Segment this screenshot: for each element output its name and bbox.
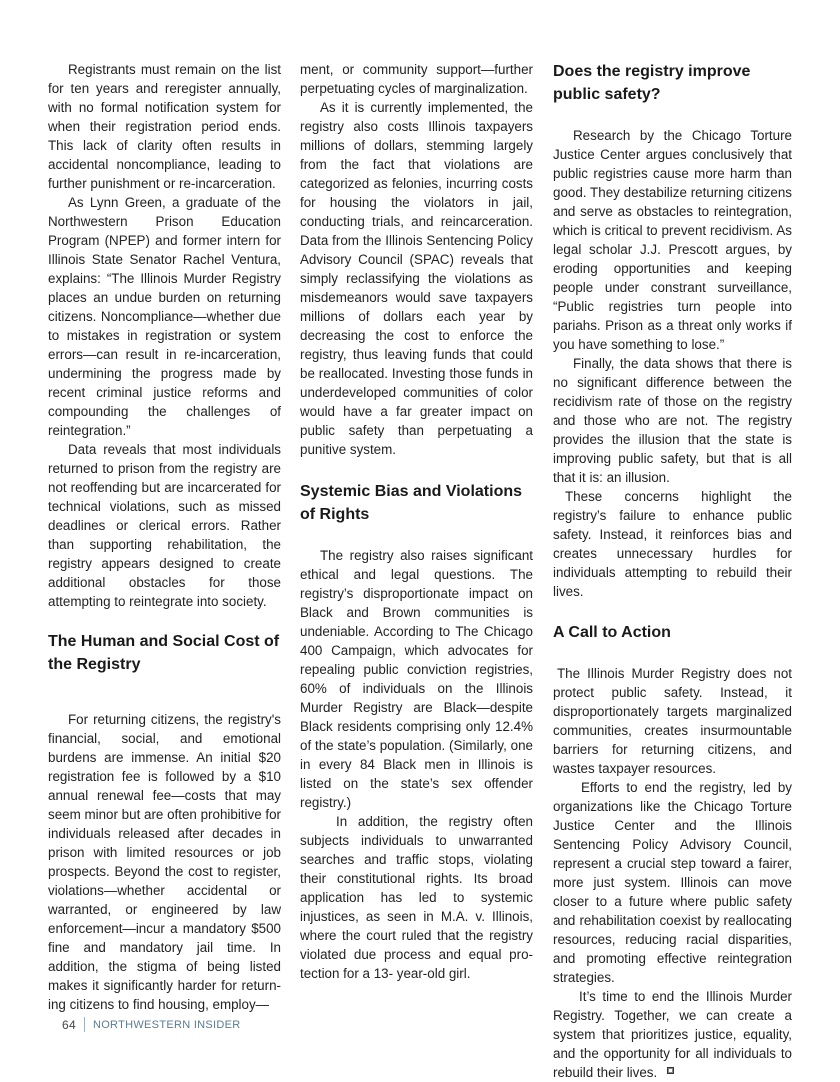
- page-footer: [62, 1017, 241, 1032]
- paragraph: These concerns highlight the registry’s failure to enhance public safety. Instead, it reinforces bias and creates unnecessary hurdles for individuals attempting to rebuild their lives.: [553, 489, 792, 599]
- paragraph: Research by the Chicago Torture Justice Center argues conclusively that public registries cause more harm than good. They destabilize returning citizens and serve as obstacles to reintegration, which is critical to prevent recidivism. As legal scholar J.J. Prescott argues, by eroding opportunities and keeping people under constrant surveillance, “Public registries turn people into pariahs. Prison as a threat only works if you have something to lose.”: [553, 128, 792, 352]
- footer-divider: [84, 1017, 85, 1032]
- article-column-2: [300, 60, 533, 983]
- section-heading: Systemic Bias and Violations of Rights: [300, 483, 523, 523]
- paragraph: The registry also raises significant ethical and legal questions. The registry’s disproportionate impact on Black and Brown communities is undeniable. According to The Chicago 400 Campaign, which advocates for repealing public conviction registries, 60% of individuals on the Illinois Murder Registry are Black—despite Black residents comprising only 12.4% of the state’s population. (Similarly, one in every 84 Black men in Illinois is listed on the state’s sex offender registry.): [300, 548, 533, 810]
- paragraph: Registrants must remain on the list for ten years and reregister annually, with no formal notification system for when their registration period ends. This lack of clarity often results in accidental noncompliance, leading to further punishment or re-incarceration.: [48, 62, 281, 191]
- paragraph: ment, or community support—further perpetuating cycles of marginalization.: [300, 62, 533, 96]
- paragraph: Data reveals that most individuals returned to prison from the registry are not reoffending but are incarcerated for technical violations, such as missed deadlines or clerical errors. Rather than supporting rehabilitation, the registry appears designed to create additional obstacles for those attempting to reintegrate into society.: [48, 442, 281, 609]
- section-heading: The Human and Social Cost of the Registry: [48, 633, 280, 673]
- page-number: 64: [62, 1017, 76, 1032]
- end-of-article-mark: [667, 1067, 674, 1074]
- article-column-3: [553, 60, 792, 1082]
- section-heading: Does the registry improve public safety?: [553, 63, 751, 103]
- publication-name: NORTHWESTERN INSIDER: [92, 1018, 241, 1031]
- paragraph: The Illinois Murder Registry does not protect public safety. Instead, it disproportionately targets marginalized communities, creates insurmountable barriers for returning citizens, and wastes taxpayer resources.: [553, 666, 792, 776]
- article-column-1: [48, 60, 281, 1014]
- paragraph: As it is currently implemented, the registry also costs Illinois taxpayers millions of dollars, stemming largely from the fact that violations are categorized as felonies, incurring costs for housing the violators in jail, conducting trials, and reincarceration. Data from the Illinois Sentencing Policy Advisory Council (SPAC) reveals that simply reclassifying the violations as misdemeanors would save taxpayers millions of dollars each year by decreasing the cost to enforce the registry, thus leaving funds that could be reallocated. Investing those funds in underdeveloped communities of color would have a far greater impact on public safety than perpetuating a punitive system.: [300, 100, 533, 457]
- final-sentence: It’s time to end the Illinois Murder Registry. Together, we can create a system that prioritizes justice, equality, and the opportunity for all individuals to rebuild their lives.: [553, 989, 792, 1080]
- paragraph: In addition, the registry often subjects individuals to unwarranted searches and traffic stops, violating their constitutional rights. Its broad application has led to systemic injustices, as seen in M.A. v. Illinois, where the court ruled that the registry violated due process and equal pro-tection for a 13- year-old girl.: [300, 814, 533, 981]
- paragraph: For returning citizens, the registry's financial, social, and emotional burdens are immense. An initial $20 registration fee is followed by a $10 annual renewal fee—costs that may seem minor but are often prohibitive for individuals released after decades in prison with limited resources or job prospects. Beyond the cost to register, violations—whether accidental or warranted, or engineered by law enforcement—incur a mandatory $500 fine and mandatory jail time. In addition, the stigma of being listed makes it significantly harder for return-ing citizens to find housing, employ—: [48, 712, 281, 1012]
- section-heading: A Call to Action: [553, 624, 671, 641]
- paragraph: [553, 987, 792, 1082]
- paragraph: Finally, the data shows that there is no significant difference between the recidivism rate of those on the registry and those who are not. The registry provides the illusion that the state is improving public safety, but that is all that it is: an illusion.: [553, 356, 792, 485]
- paragraph: As Lynn Green, a graduate of the Northwestern Prison Education Program (NPEP) and former intern for Illinois State Senator Rachel Ventura, explains: “The Illinois Murder Registry places an undue burden on returning citizens. Noncompliance—whether due to mistakes in registration or system errors—can result in re-incarceration, undermining the progress made by recent criminal justice reforms and compounding the challenges of reintegration.”: [48, 195, 281, 438]
- paragraph: Efforts to end the registry, led by organizations like the Chicago Torture Justice Center and the Illinois Sentencing Policy Advisory Council, represent a crucial step toward a fairer, more just system. Illinois can move closer to a future where public safety and rehabilitation coexist by reallocating resources, reducing racial disparities, and promoting effective reintegration strategies.: [553, 780, 792, 985]
